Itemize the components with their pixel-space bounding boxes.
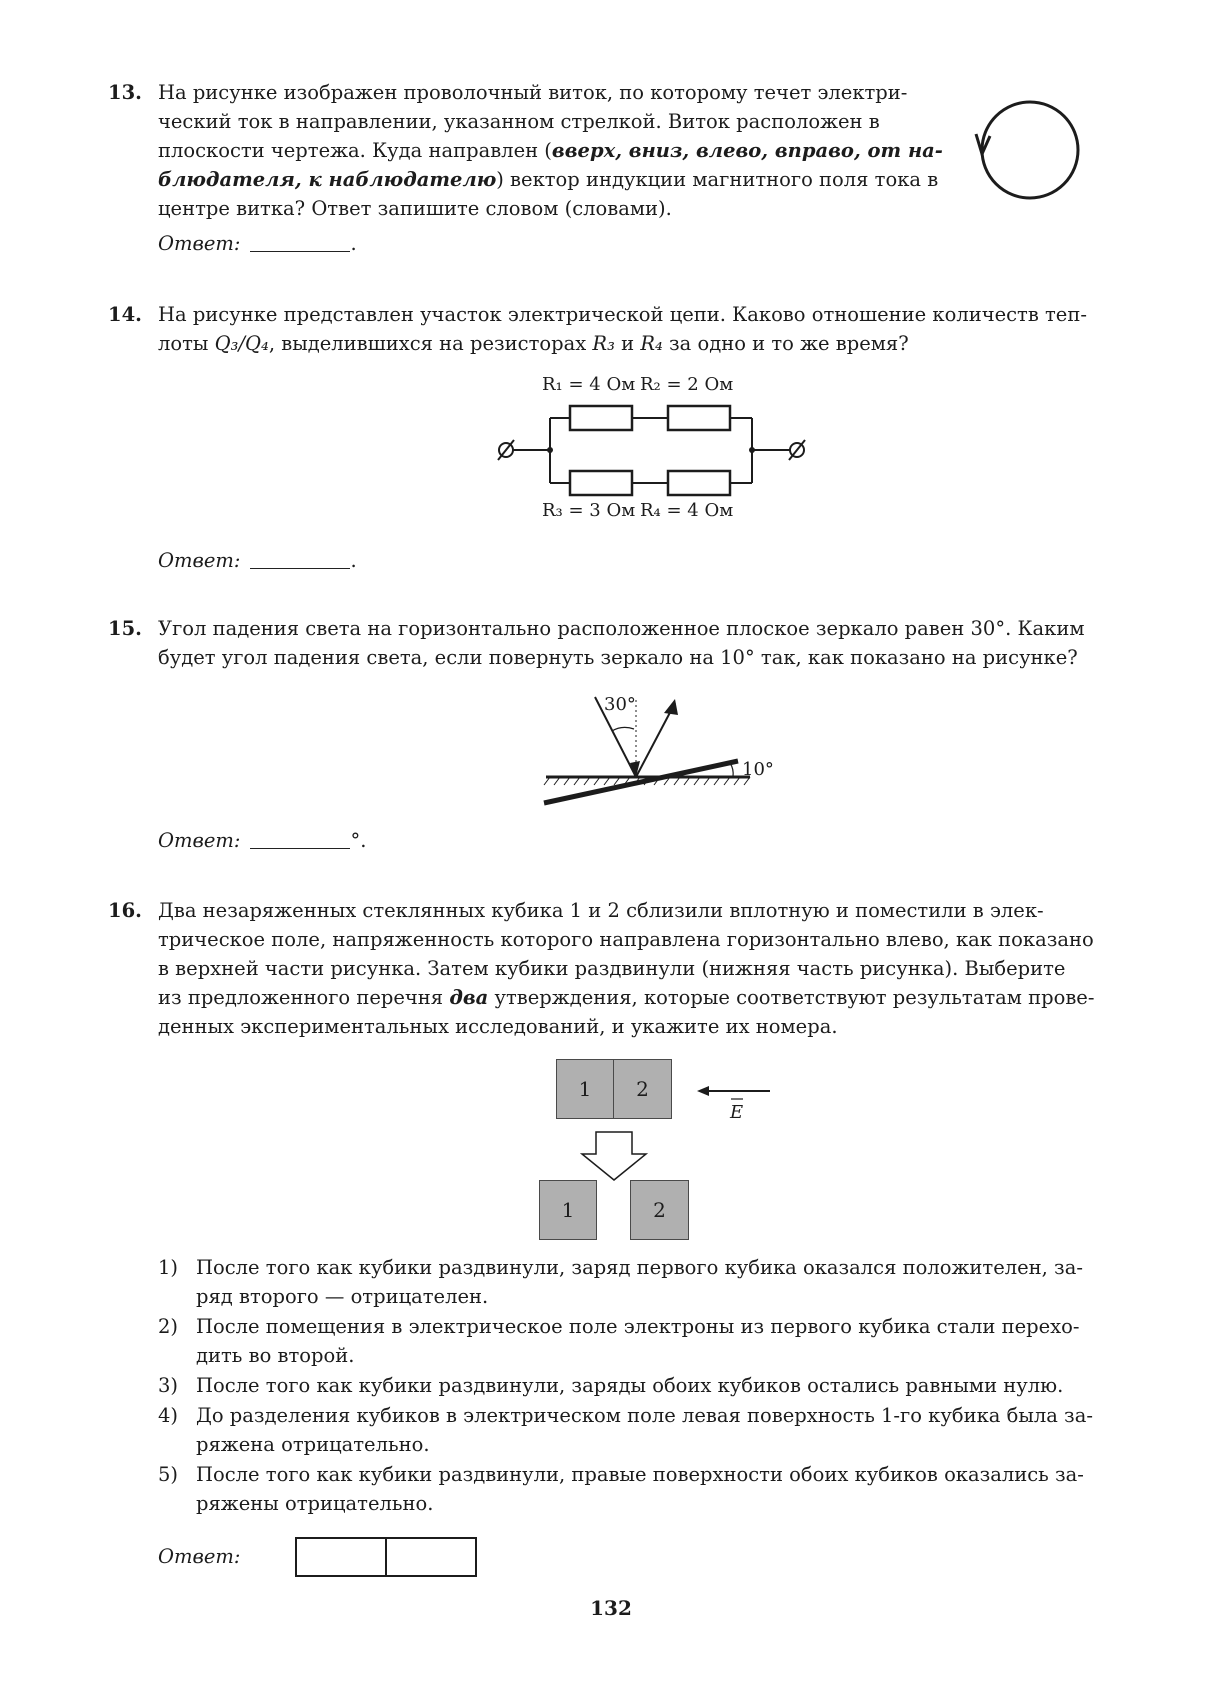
question-13 xyxy=(108,78,968,223)
question-number: 15. xyxy=(108,617,142,640)
cube-2-separated: 2 xyxy=(630,1180,689,1240)
field-arrow-icon xyxy=(697,1086,709,1096)
question-text: На рисунке представлен участок электрической цепи. Каково отношение количеств теп- лоты Q₃/Q₄, выделившихся на резисторах R₃ и R₄ за одно и то же время? xyxy=(158,303,1087,355)
question-number: 14. xyxy=(108,303,142,326)
resistor-r1 xyxy=(570,406,632,430)
resistor-r4 xyxy=(668,471,730,495)
question-number: 16. xyxy=(108,899,142,922)
angle-arc xyxy=(612,727,634,731)
answer-13: Ответ: . xyxy=(158,232,357,255)
cube-1-separated: 1 xyxy=(539,1180,597,1240)
reflected-arrow-icon xyxy=(664,699,678,715)
field-label: E xyxy=(730,1102,744,1123)
wire-loop xyxy=(982,102,1078,198)
resistor-r2 xyxy=(668,406,730,430)
option-5: 5) После того как кубики раздвинули, правые поверхности обоих кубиков оказались за- ряжены отрицательно. xyxy=(158,1463,1084,1515)
answer-14: Ответ: . xyxy=(158,549,357,572)
answer-line[interactable] xyxy=(250,568,350,569)
resistor-r3 xyxy=(570,471,632,495)
down-arrow-icon xyxy=(580,1130,650,1182)
answer-box-1[interactable] xyxy=(295,1537,387,1577)
question-14 xyxy=(108,300,1208,358)
answer-15: Ответ: °. xyxy=(158,829,367,852)
question-15 xyxy=(108,614,1208,672)
question-text: Два незаряженных стеклянных кубика 1 и 2 сблизили вплотную и поместили в элек- трическое поле, напряженность которого направлена горизонтально влево, как показано в верхней части рисунка. Затем кубики раздвинули (нижняя часть рисунка). Выберите из предложенного перечня два утверждения, которые соответствуют результатам прове- денных экспериментальных исследований, и укажите их номера. xyxy=(158,899,1095,1038)
answer-line[interactable] xyxy=(250,251,350,252)
circuit-diagram xyxy=(490,370,830,540)
question-number: 13. xyxy=(108,81,142,104)
answer-16: Ответ: xyxy=(158,1545,241,1568)
field-arrow-figure xyxy=(695,1070,775,1123)
r3-label: R₃ = 3 Ом xyxy=(542,500,636,521)
answer-box-2[interactable] xyxy=(385,1537,477,1577)
r4-label: R₄ = 4 Ом xyxy=(640,500,734,521)
cube-2-joined: 2 xyxy=(613,1059,672,1119)
r2-label: R₂ = 2 Ом xyxy=(640,374,734,395)
answer-options xyxy=(158,1253,1178,1519)
page-number: 132 xyxy=(590,1596,632,1620)
option-4: 4) До разделения кубиков в электрическом поле левая поверхность 1-го кубика была за- ряжена отрицательно. xyxy=(158,1404,1093,1456)
current-loop-figure xyxy=(970,90,1100,220)
option-1: 1) После того как кубики раздвинули, заряд первого кубика оказался положителен, за- ряд второго — отрицателен. xyxy=(158,1256,1083,1308)
angle-30-label: 30° xyxy=(604,694,636,715)
answer-line[interactable] xyxy=(250,848,350,849)
option-2: 2) После помещения в электрическое поле электроны из первого кубика стали перехо- дить во второй. xyxy=(158,1315,1080,1367)
cube-1-joined: 1 xyxy=(556,1059,614,1119)
r1-label: R₁ = 4 Ом xyxy=(542,374,636,395)
angle-10-label: 10° xyxy=(742,759,774,780)
reflected-ray xyxy=(636,703,675,777)
mirror-figure xyxy=(530,685,790,810)
option-3: 3) После того как кубики раздвинули, заряды обоих кубиков остались равными нулю. xyxy=(158,1374,1064,1397)
question-16 xyxy=(108,896,1208,1041)
question-text: На рисунке изображен проволочный виток, по которому течет электри- ческий ток в направлении, указанном стрелкой. Виток расположен в плоскости чертежа. Куда направлен (вверх, вниз, влево, вправо, от на- блюдателя, к наблюдателю) вектор индукции магнитного поля тока в центре витка? Ответ запишите словом (словами). xyxy=(158,81,943,220)
question-text: Угол падения света на горизонтально расположенное плоское зеркало равен 30°. Каким будет угол падения света, если повернуть зеркало на 10° так, как показано на рисунке? xyxy=(158,617,1085,669)
